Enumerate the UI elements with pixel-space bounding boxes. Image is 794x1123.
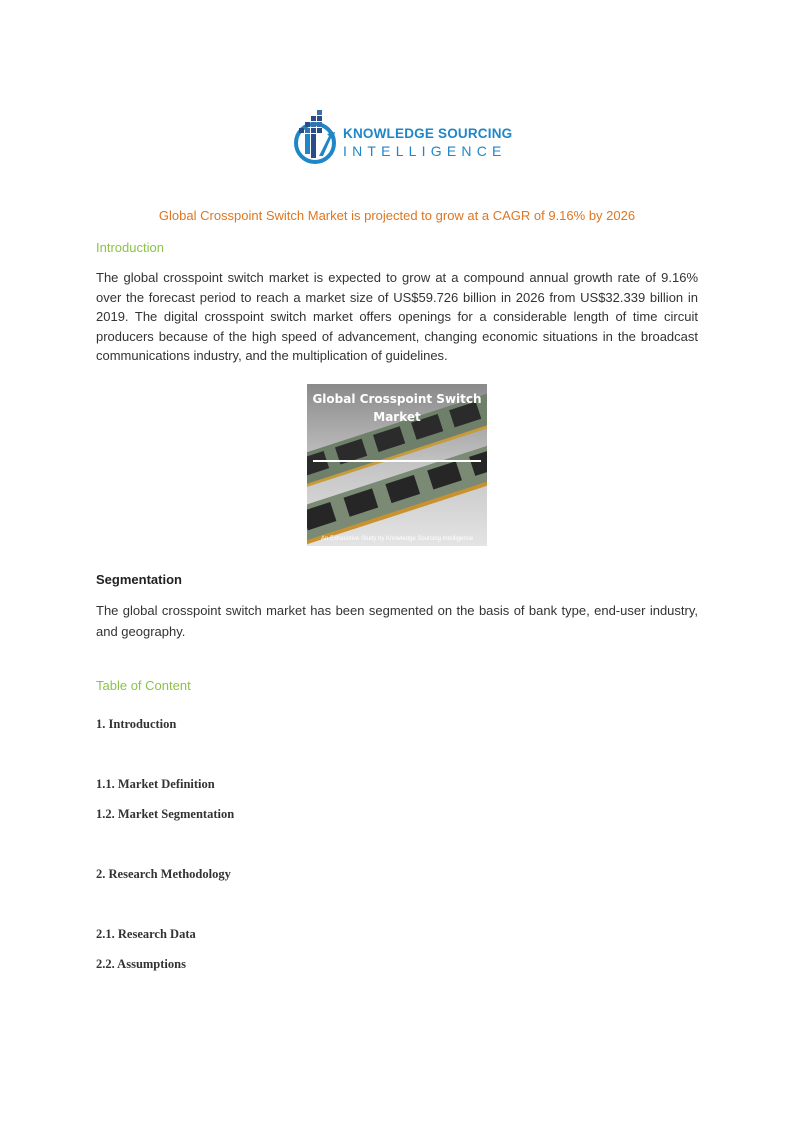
segmentation-paragraph: The global crosspoint switch market has been segmented on the basis of bank type, end-user industry, and geography.	[96, 603, 698, 639]
cover-caption: An Exhaustive Study by Knowledge Sourcing Intelligence	[320, 536, 474, 542]
cover-divider	[313, 460, 481, 462]
company-logo	[291, 106, 521, 166]
cover-title: Global Crosspoint Switch Market	[312, 392, 482, 424]
toc-item: 2. Research Methodology	[96, 867, 231, 881]
toc-item: 2.2. Assumptions	[96, 957, 186, 971]
toc-heading: Table of Content	[96, 678, 191, 693]
introduction-paragraph: The global crosspoint switch market is expected to grow at a compound annual growth rate of 9.16% over the forecast period to reach a market size of US$59.726 billion in 2026 from US$32.339 billion in 2019. The digital crosspoint switch market offers openings for a considerable length of time circuit producers because of the high speed of advancement, changing economic situations in the broadcast communications industry, and the multiplication of guidelines.	[96, 270, 698, 363]
market-cover-image	[307, 384, 487, 546]
toc-item: 1. Introduction	[96, 717, 177, 731]
toc-item: 1.2. Market Segmentation	[96, 807, 235, 821]
logo-text-secondary: INTELLIGENCE	[343, 143, 507, 159]
toc-item: 2.1. Research Data	[96, 927, 196, 941]
toc-item: 1.1. Market Definition	[96, 777, 215, 791]
report-title: Global Crosspoint Switch Market is projected to grow at a CAGR of 9.16% by 2026	[158, 208, 636, 223]
logo-emblem-icon	[291, 106, 343, 166]
introduction-heading: Introduction	[96, 240, 164, 255]
segmentation-heading: Segmentation	[96, 572, 182, 587]
logo-text-primary: KNOWLEDGE SOURCING	[343, 126, 513, 141]
